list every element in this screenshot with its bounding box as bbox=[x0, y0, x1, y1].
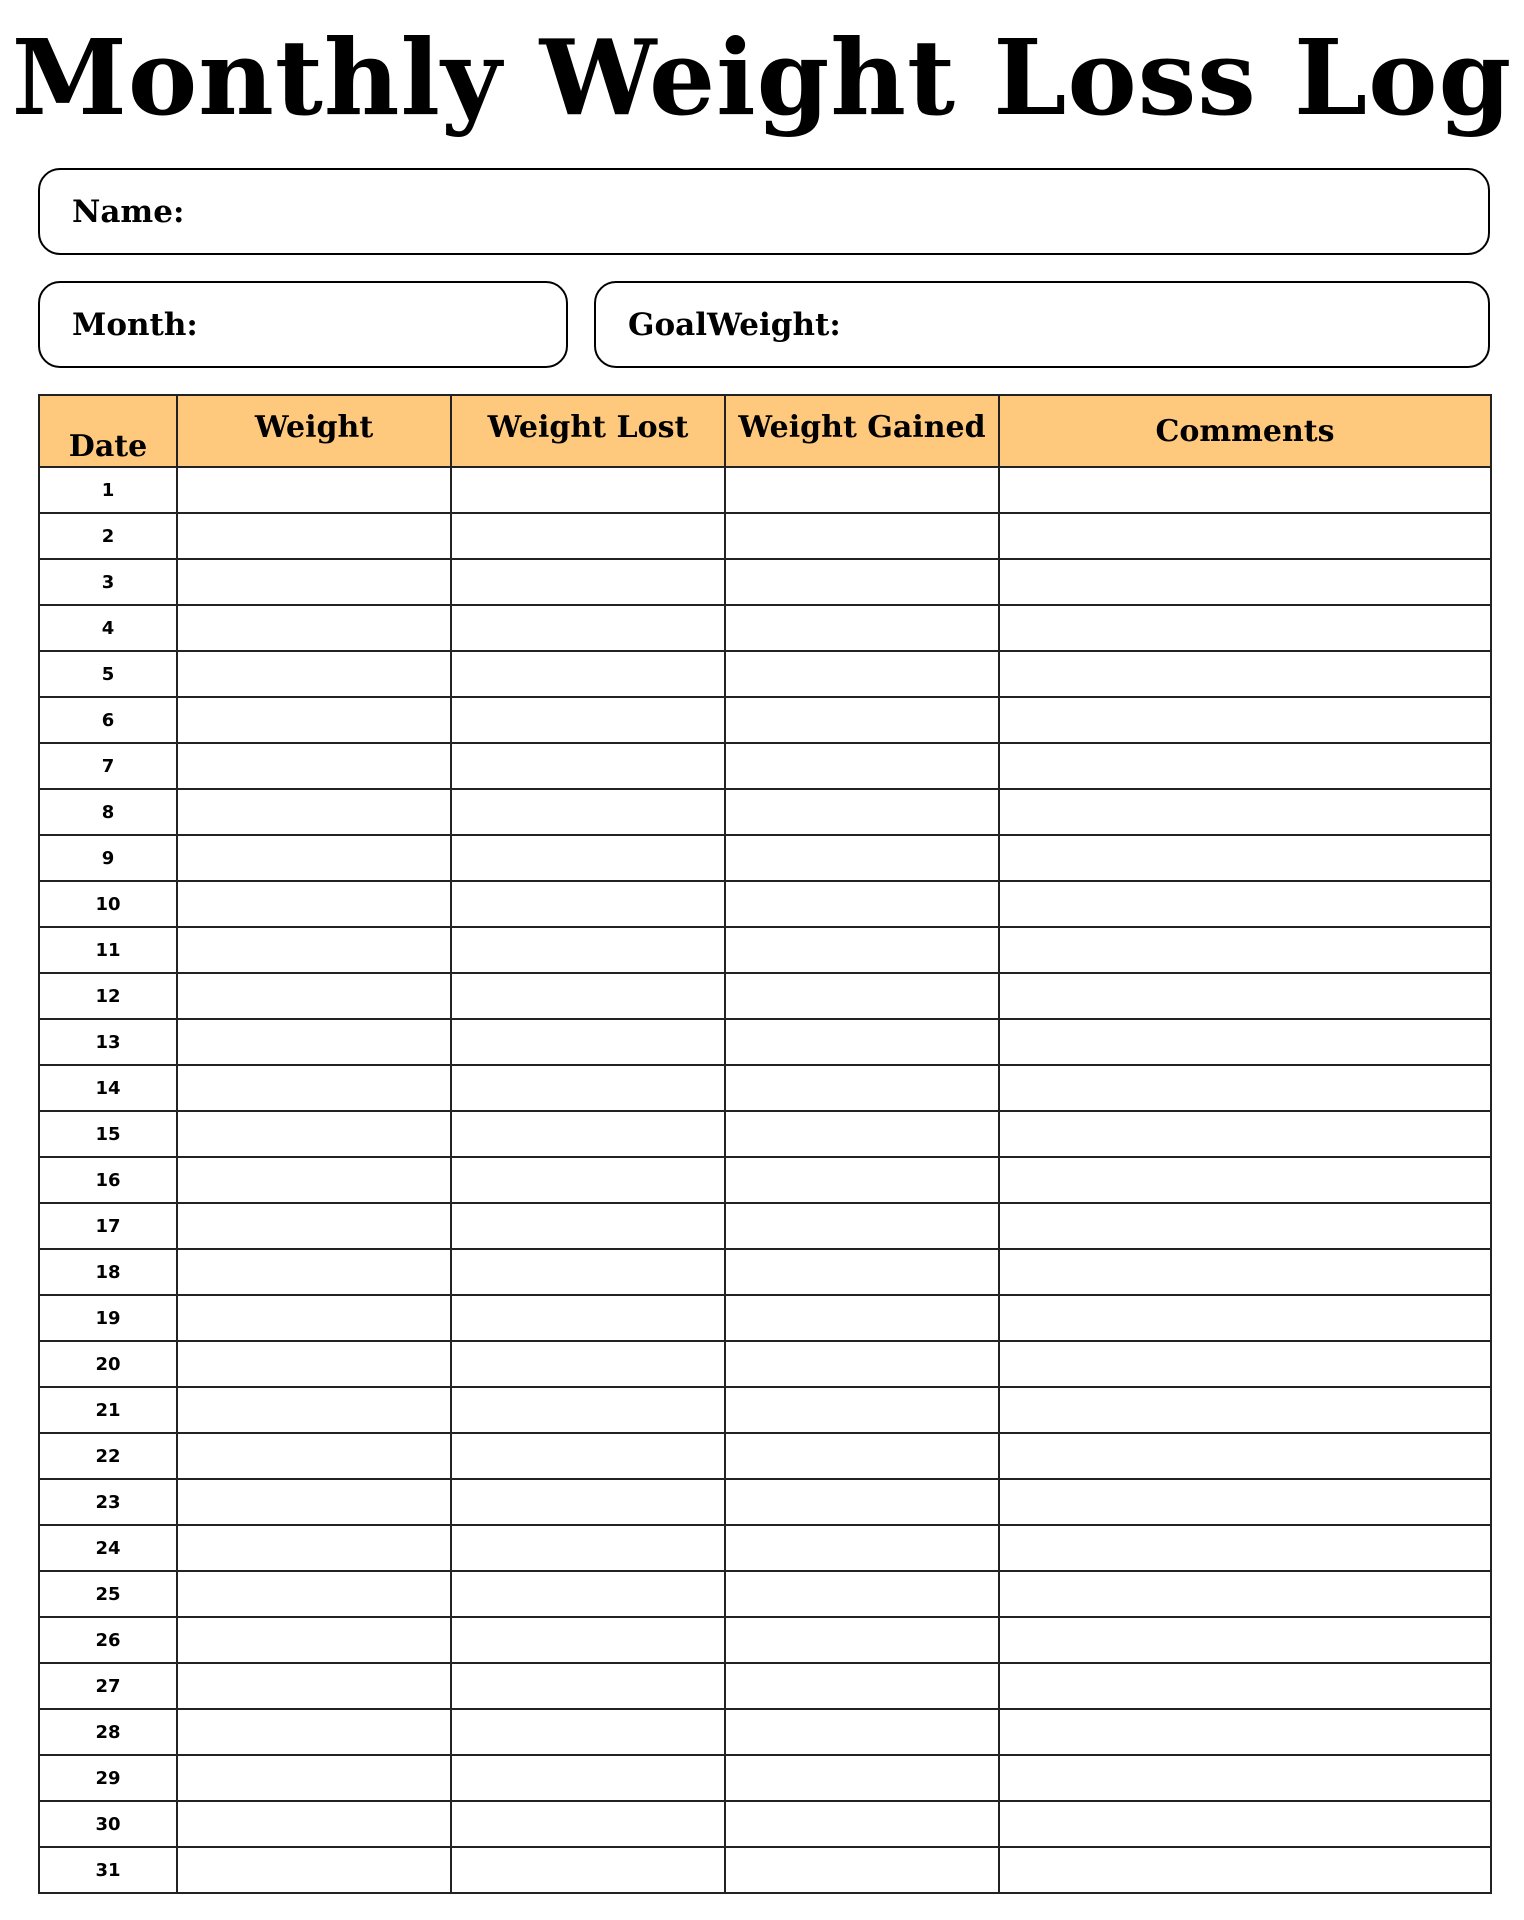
weight-cell[interactable] bbox=[177, 973, 451, 1019]
table-row bbox=[39, 1065, 1491, 1111]
weight-cell[interactable] bbox=[177, 1203, 451, 1249]
weight-lost-cell[interactable] bbox=[451, 1755, 725, 1801]
table-row bbox=[39, 1617, 1491, 1663]
weight-lost-cell[interactable] bbox=[451, 1111, 725, 1157]
table-row bbox=[39, 1709, 1491, 1755]
table-row bbox=[39, 1203, 1491, 1249]
date-cell: 14 bbox=[39, 1065, 177, 1111]
comments-cell[interactable] bbox=[999, 697, 1491, 743]
weight-lost-cell[interactable] bbox=[451, 1203, 725, 1249]
weight-gained-cell[interactable] bbox=[725, 559, 999, 605]
weight-gained-cell[interactable] bbox=[725, 605, 999, 651]
table-row bbox=[39, 559, 1491, 605]
comments-cell[interactable] bbox=[999, 835, 1491, 881]
weight-cell[interactable] bbox=[177, 605, 451, 651]
table-row bbox=[39, 1755, 1491, 1801]
weight-gained-cell[interactable] bbox=[725, 1111, 999, 1157]
date-cell: 4 bbox=[39, 605, 177, 651]
weight-cell[interactable] bbox=[177, 1617, 451, 1663]
table-row bbox=[39, 651, 1491, 697]
date-cell: 6 bbox=[39, 697, 177, 743]
date-cell: 20 bbox=[39, 1341, 177, 1387]
weight-lost-cell[interactable] bbox=[451, 1249, 725, 1295]
comments-cell[interactable] bbox=[999, 1111, 1491, 1157]
comments-cell[interactable] bbox=[999, 789, 1491, 835]
date-cell: 13 bbox=[39, 1019, 177, 1065]
goal-weight-field[interactable] bbox=[594, 281, 1490, 368]
weight-gained-cell[interactable] bbox=[725, 1709, 999, 1755]
comments-cell[interactable] bbox=[999, 881, 1491, 927]
table-row bbox=[39, 1847, 1491, 1893]
comments-cell[interactable] bbox=[999, 1295, 1491, 1341]
table-row bbox=[39, 1525, 1491, 1571]
weight-lost-cell[interactable] bbox=[451, 651, 725, 697]
comments-cell[interactable] bbox=[999, 1617, 1491, 1663]
name-label: Name: bbox=[72, 193, 185, 230]
weight-cell[interactable] bbox=[177, 1019, 451, 1065]
date-cell: 30 bbox=[39, 1801, 177, 1847]
goal-weight-label: GoalWeight: bbox=[628, 306, 841, 343]
weight-cell[interactable] bbox=[177, 1341, 451, 1387]
table-row bbox=[39, 1433, 1491, 1479]
weight-cell[interactable] bbox=[177, 1249, 451, 1295]
weight-lost-cell[interactable] bbox=[451, 1157, 725, 1203]
weight-lost-cell[interactable] bbox=[451, 697, 725, 743]
weight-gained-cell[interactable] bbox=[725, 1203, 999, 1249]
weight-cell[interactable] bbox=[177, 651, 451, 697]
page-title: Monthly Weight Loss Log bbox=[11, 16, 1513, 139]
comments-cell[interactable] bbox=[999, 1065, 1491, 1111]
weight-lost-cell[interactable] bbox=[451, 1571, 725, 1617]
weight-cell[interactable] bbox=[177, 1755, 451, 1801]
comments-cell[interactable] bbox=[999, 1847, 1491, 1893]
column-header-weight: Weight bbox=[177, 395, 451, 467]
table-body bbox=[39, 467, 1491, 1893]
table-row bbox=[39, 743, 1491, 789]
comments-cell[interactable] bbox=[999, 651, 1491, 697]
table-row bbox=[39, 1479, 1491, 1525]
table-row bbox=[39, 1295, 1491, 1341]
weight-cell[interactable] bbox=[177, 1847, 451, 1893]
comments-cell[interactable] bbox=[999, 1709, 1491, 1755]
comments-cell[interactable] bbox=[999, 1801, 1491, 1847]
weight-cell[interactable] bbox=[177, 1111, 451, 1157]
weight-lost-cell[interactable] bbox=[451, 559, 725, 605]
comments-cell[interactable] bbox=[999, 467, 1491, 513]
date-cell: 2 bbox=[39, 513, 177, 559]
weight-lost-cell[interactable] bbox=[451, 1479, 725, 1525]
weight-cell[interactable] bbox=[177, 789, 451, 835]
comments-cell[interactable] bbox=[999, 1249, 1491, 1295]
date-cell: 12 bbox=[39, 973, 177, 1019]
weight-cell[interactable] bbox=[177, 513, 451, 559]
weight-lost-cell[interactable] bbox=[451, 1065, 725, 1111]
table-row bbox=[39, 789, 1491, 835]
weight-cell[interactable] bbox=[177, 1709, 451, 1755]
weight-cell[interactable] bbox=[177, 1663, 451, 1709]
date-cell: 8 bbox=[39, 789, 177, 835]
weight-lost-cell[interactable] bbox=[451, 1525, 725, 1571]
table-row bbox=[39, 881, 1491, 927]
date-cell: 15 bbox=[39, 1111, 177, 1157]
date-cell: 3 bbox=[39, 559, 177, 605]
weight-cell[interactable] bbox=[177, 697, 451, 743]
weight-log-table bbox=[38, 394, 1492, 1894]
date-cell: 31 bbox=[39, 1847, 177, 1893]
comments-cell[interactable] bbox=[999, 513, 1491, 559]
weight-cell[interactable] bbox=[177, 559, 451, 605]
table-row bbox=[39, 1387, 1491, 1433]
date-cell: 28 bbox=[39, 1709, 177, 1755]
weight-gained-cell[interactable] bbox=[725, 1019, 999, 1065]
date-cell: 19 bbox=[39, 1295, 177, 1341]
date-cell: 1 bbox=[39, 467, 177, 513]
table-row bbox=[39, 1801, 1491, 1847]
table-row bbox=[39, 467, 1491, 513]
comments-cell[interactable] bbox=[999, 1387, 1491, 1433]
comments-cell[interactable] bbox=[999, 605, 1491, 651]
weight-cell[interactable] bbox=[177, 1801, 451, 1847]
date-cell: 27 bbox=[39, 1663, 177, 1709]
weight-lost-cell[interactable] bbox=[451, 1433, 725, 1479]
weight-lost-cell[interactable] bbox=[451, 789, 725, 835]
date-cell: 11 bbox=[39, 927, 177, 973]
table-row bbox=[39, 697, 1491, 743]
table-row bbox=[39, 835, 1491, 881]
comments-cell[interactable] bbox=[999, 1157, 1491, 1203]
table-row bbox=[39, 513, 1491, 559]
weight-gained-cell[interactable] bbox=[725, 1847, 999, 1893]
weight-gained-cell[interactable] bbox=[725, 927, 999, 973]
weight-gained-cell[interactable] bbox=[725, 467, 999, 513]
weight-cell[interactable] bbox=[177, 467, 451, 513]
month-field[interactable] bbox=[38, 281, 568, 368]
weight-gained-cell[interactable] bbox=[725, 1525, 999, 1571]
date-cell: 25 bbox=[39, 1571, 177, 1617]
weight-cell[interactable] bbox=[177, 1157, 451, 1203]
weight-lost-cell[interactable] bbox=[451, 1709, 725, 1755]
weight-cell[interactable] bbox=[177, 1387, 451, 1433]
date-cell: 5 bbox=[39, 651, 177, 697]
weight-cell[interactable] bbox=[177, 1295, 451, 1341]
weight-gained-cell[interactable] bbox=[725, 1433, 999, 1479]
weight-gained-cell[interactable] bbox=[725, 651, 999, 697]
table-row bbox=[39, 1111, 1491, 1157]
table-header-row bbox=[39, 395, 1491, 467]
weight-cell[interactable] bbox=[177, 927, 451, 973]
date-cell: 24 bbox=[39, 1525, 177, 1571]
weight-gained-cell[interactable] bbox=[725, 1755, 999, 1801]
weight-cell[interactable] bbox=[177, 1525, 451, 1571]
weight-lost-cell[interactable] bbox=[451, 743, 725, 789]
comments-cell[interactable] bbox=[999, 927, 1491, 973]
weight-lost-cell[interactable] bbox=[451, 973, 725, 1019]
comments-cell[interactable] bbox=[999, 1755, 1491, 1801]
weight-gained-cell[interactable] bbox=[725, 1341, 999, 1387]
comments-cell[interactable] bbox=[999, 1525, 1491, 1571]
comments-cell[interactable] bbox=[999, 1019, 1491, 1065]
comments-cell[interactable] bbox=[999, 1203, 1491, 1249]
weight-gained-cell[interactable] bbox=[725, 1157, 999, 1203]
weight-cell[interactable] bbox=[177, 1065, 451, 1111]
comments-cell[interactable] bbox=[999, 1341, 1491, 1387]
weight-lost-cell[interactable] bbox=[451, 1295, 725, 1341]
table-row bbox=[39, 973, 1491, 1019]
weight-gained-cell[interactable] bbox=[725, 973, 999, 1019]
comments-cell[interactable] bbox=[999, 559, 1491, 605]
date-cell: 7 bbox=[39, 743, 177, 789]
name-field[interactable] bbox=[38, 168, 1490, 255]
date-cell: 17 bbox=[39, 1203, 177, 1249]
weight-gained-cell[interactable] bbox=[725, 1801, 999, 1847]
column-header-weight-gained: Weight Gained bbox=[725, 395, 999, 467]
table-row bbox=[39, 1341, 1491, 1387]
weight-gained-cell[interactable] bbox=[725, 881, 999, 927]
date-cell: 23 bbox=[39, 1479, 177, 1525]
comments-cell[interactable] bbox=[999, 1663, 1491, 1709]
weight-cell[interactable] bbox=[177, 743, 451, 789]
column-header-date: Date bbox=[39, 395, 177, 467]
month-label: Month: bbox=[72, 306, 198, 343]
date-cell: 26 bbox=[39, 1617, 177, 1663]
comments-cell[interactable] bbox=[999, 1571, 1491, 1617]
weight-lost-cell[interactable] bbox=[451, 605, 725, 651]
table-row bbox=[39, 1571, 1491, 1617]
weight-cell[interactable] bbox=[177, 1433, 451, 1479]
table-row bbox=[39, 605, 1491, 651]
weight-gained-cell[interactable] bbox=[725, 789, 999, 835]
column-header-weight-lost: Weight Lost bbox=[451, 395, 725, 467]
comments-cell[interactable] bbox=[999, 973, 1491, 1019]
date-cell: 18 bbox=[39, 1249, 177, 1295]
weight-lost-cell[interactable] bbox=[451, 467, 725, 513]
weight-lost-cell[interactable] bbox=[451, 1801, 725, 1847]
weight-gained-cell[interactable] bbox=[725, 1617, 999, 1663]
table-row bbox=[39, 1157, 1491, 1203]
comments-cell[interactable] bbox=[999, 1479, 1491, 1525]
weight-gained-cell[interactable] bbox=[725, 513, 999, 559]
weight-gained-cell[interactable] bbox=[725, 1249, 999, 1295]
weight-cell[interactable] bbox=[177, 1479, 451, 1525]
weight-gained-cell[interactable] bbox=[725, 697, 999, 743]
date-cell: 10 bbox=[39, 881, 177, 927]
weight-cell[interactable] bbox=[177, 881, 451, 927]
weight-gained-cell[interactable] bbox=[725, 1479, 999, 1525]
comments-cell[interactable] bbox=[999, 743, 1491, 789]
table-row bbox=[39, 1249, 1491, 1295]
weight-lost-cell[interactable] bbox=[451, 513, 725, 559]
weight-lost-cell[interactable] bbox=[451, 1019, 725, 1065]
weight-lost-cell[interactable] bbox=[451, 1847, 725, 1893]
table-row bbox=[39, 927, 1491, 973]
weight-lost-cell[interactable] bbox=[451, 881, 725, 927]
weight-lost-cell[interactable] bbox=[451, 1387, 725, 1433]
weight-lost-cell[interactable] bbox=[451, 835, 725, 881]
weight-gained-cell[interactable] bbox=[725, 1065, 999, 1111]
weight-lost-cell[interactable] bbox=[451, 1663, 725, 1709]
table-row bbox=[39, 1019, 1491, 1065]
weight-cell[interactable] bbox=[177, 1571, 451, 1617]
date-cell: 16 bbox=[39, 1157, 177, 1203]
weight-lost-cell[interactable] bbox=[451, 1341, 725, 1387]
weight-gained-cell[interactable] bbox=[725, 1295, 999, 1341]
date-cell: 22 bbox=[39, 1433, 177, 1479]
weight-lost-cell[interactable] bbox=[451, 927, 725, 973]
table-row bbox=[39, 1663, 1491, 1709]
date-cell: 9 bbox=[39, 835, 177, 881]
weight-gained-cell[interactable] bbox=[725, 1663, 999, 1709]
weight-lost-cell[interactable] bbox=[451, 1617, 725, 1663]
date-cell: 21 bbox=[39, 1387, 177, 1433]
date-cell: 29 bbox=[39, 1755, 177, 1801]
weight-gained-cell[interactable] bbox=[725, 835, 999, 881]
weight-gained-cell[interactable] bbox=[725, 1571, 999, 1617]
weight-gained-cell[interactable] bbox=[725, 1387, 999, 1433]
column-header-comments: Comments bbox=[999, 395, 1491, 467]
comments-cell[interactable] bbox=[999, 1433, 1491, 1479]
weight-cell[interactable] bbox=[177, 835, 451, 881]
weight-gained-cell[interactable] bbox=[725, 743, 999, 789]
